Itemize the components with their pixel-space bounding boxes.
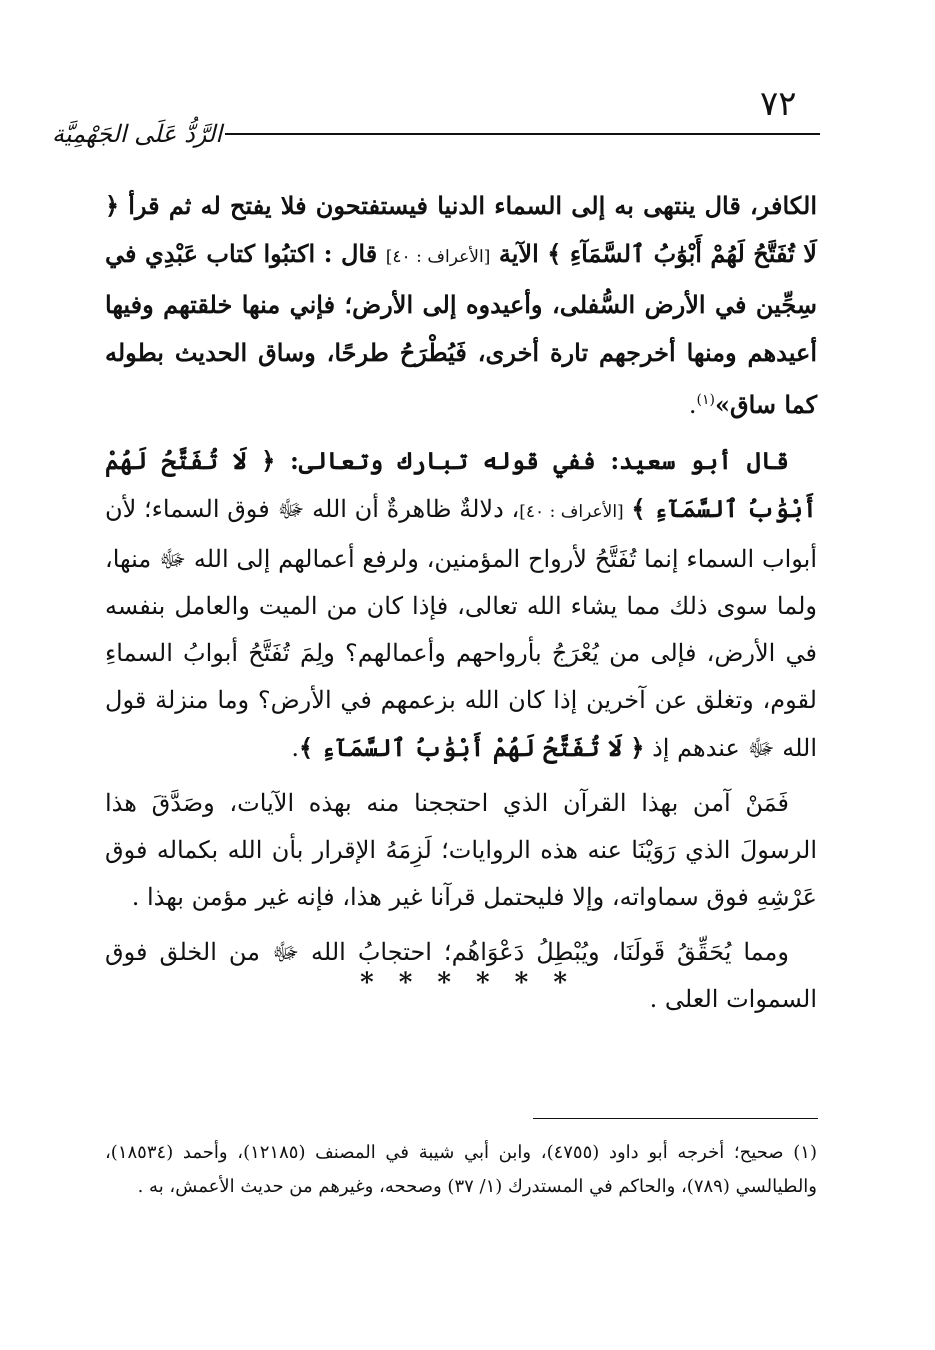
p2-text-a: ، دلالةٌ ظاهرةٌ أن الله ﷻ فوق السماء؛ لأن أبواب السماء إنما تُفَتَّحُ لأرواح المؤمنين، ولرفع أعمالهم إلى الله ﷻ منها، ولما سوى ذلك مما يشاء الله تعالى، فإذا كان من الميت والعامل بنفسه في الأرض، فإلى من يُعْرَجُ بأرواحهم وأعمالهم؟ ولِمَ تُفَتَّحُ أبوابُ السماءِ لقوم، وتغلق عن آخرين إذا كان الله بزعمهم في الأرض؟ وما منزلة قول الله ﷻ عندهم إذ [105,495,817,762]
paragraph-3: فَمَنْ آمن بهذا القرآن الذي احتججنا منه بهذه الآيات، وصَدَّقَ هذا الرسولَ الذي رَوَيْنَا عنه هذه الروايات؛ لَزِمَهُ الإقرار بأن الله بكماله فوق عَرْشِهِ فوق سماواته، وإلا فليحتمل قرآنا غير هذا، فإنه غير مؤمن بهذا . [105,789,817,911]
main-text [105,182,817,1031]
verse-reference: [الأعراف : ٤٠] [385,247,491,267]
p1-text-b: الآية [490,239,548,268]
verse-reference: [الأعراف : ٤٠] [519,502,624,522]
running-title: الرَّدُّ عَلَى الجَهْمِيَّة [52,120,222,148]
p2-lead: قال أبو سعيد: ففي قوله تبارك وتعالى: [275,446,789,475]
quran-verse: ﴿ لَا تُفَتَّحُ لَهُمْ أَبْوَٰبُ ٱلسَّمَآءِ ﴾ [105,446,817,523]
footnote-rule [533,1118,818,1119]
section-separator: * * * * * * [360,968,575,998]
footnote-marker[interactable]: (١) [696,392,715,408]
p1-text-c: قال : اكتبُوا كتاب عَبْدِي في سِجِّين في الأرض السُّفلى، وأعيدوه إلى الأرض؛ فإني منها خلقتهم وفيها أعيدهم ومنها أخرجهم تارة أخرى، فَيُطْرَحُ طرحًا، وساق الحديث بطوله كما ساق» [105,239,817,419]
quran-verse: ﴿ لَا تُفَتَّحُ لَهُمْ أَبْوَٰبُ ٱلسَّمَآءِ ﴾ [105,191,817,268]
p1-text-a: الكافر، قال ينتهى به إلى السماء الدنيا فيستفتحون فلا يفتح له ثم قرأ [119,191,817,220]
paragraph-1 [105,182,817,429]
p1-end: . [688,391,697,419]
quran-verse: ﴿ لَا تُفَتَّحُ لَهُمْ أَبْوَٰبُ ٱلسَّمَآءِ ﴾ [299,733,645,762]
header-rule [225,133,820,135]
p2-end: . [291,734,299,762]
running-header [52,118,820,158]
page-number: ٧٢ [760,84,797,124]
footnote-1: (١) صحيح؛ أخرجه أبو داود (٤٧٥٥)، وابن أبي شيبة في المصنف (١٢١٨٥)، وأحمد (١٨٥٣٤)، والطيالسي (٧٨٩)، والحاكم في المستدرك (١/ ٣٧) وصححه، وغيرهم من حديث الأعمش، به . [105,1142,817,1197]
paragraph-2 [105,437,817,772]
paragraph-4: ومما يُحَقِّقُ قَولَنَا، ويُبْطِلُ دَعْوَاهُم؛ احتجابُ الله ﷻ من الخلق فوق السموات العلى . [105,938,817,1013]
footnotes [105,1136,817,1204]
